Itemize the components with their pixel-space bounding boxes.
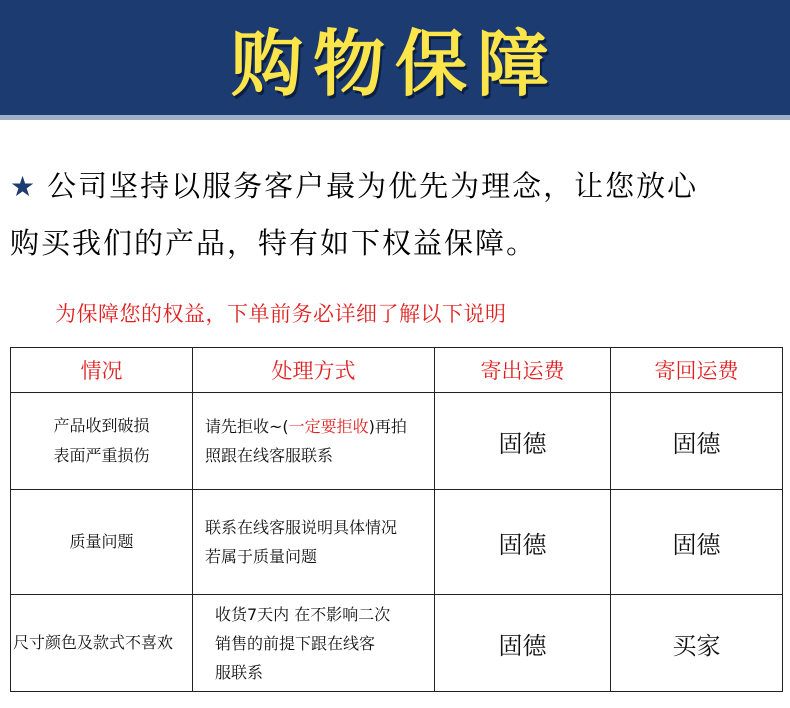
method-highlight: 一定要拒收 bbox=[288, 417, 369, 436]
situation-line: 产品收到破损 bbox=[53, 416, 150, 435]
table-header-row bbox=[11, 348, 783, 393]
method-line: 收货7天内 在不影响二次 bbox=[215, 604, 391, 624]
intro-paragraph bbox=[10, 158, 785, 271]
header-return-fee: 寄回运费 bbox=[611, 348, 783, 393]
method-line: 请先拒收~(一定要拒收)再拍 bbox=[205, 417, 407, 436]
notice-text: 为保障您的权益，下单前务必详细了解以下说明 bbox=[55, 302, 507, 326]
method-line: 若属于质量问题 bbox=[205, 547, 318, 566]
method-line: 服联系 bbox=[215, 662, 264, 682]
intro-line-1 bbox=[10, 158, 785, 215]
table-row bbox=[11, 490, 783, 595]
table-row bbox=[11, 393, 783, 490]
situation-cell bbox=[11, 595, 193, 692]
situation-cell bbox=[11, 393, 193, 490]
send-fee-cell: 固德 bbox=[435, 595, 611, 692]
method-cell bbox=[193, 393, 435, 490]
intro-text-1: 公司坚持以服务客户最为优先为理念，让您放心 bbox=[47, 169, 699, 203]
method-line: 照跟在线客服联系 bbox=[205, 446, 334, 465]
header-banner bbox=[0, 0, 790, 120]
page-title: 购物保障 bbox=[230, 21, 559, 106]
method-line: 联系在线客服说明具体情况 bbox=[205, 518, 398, 537]
method-cell bbox=[193, 595, 435, 692]
star-icon: ★ bbox=[10, 170, 38, 203]
situation-line: 尺寸颜色及款式不喜欢 bbox=[13, 633, 174, 652]
return-fee-cell: 固德 bbox=[611, 490, 783, 595]
situation-line: 质量问题 bbox=[69, 532, 134, 551]
guarantee-table bbox=[10, 347, 783, 692]
method-cell bbox=[193, 490, 435, 595]
header-method: 处理方式 bbox=[193, 348, 435, 393]
intro-text-2: 购买我们的产品，特有如下权益保障。 bbox=[10, 226, 538, 260]
method-line: 销售的前提下跟在线客 bbox=[215, 633, 376, 653]
table-row bbox=[11, 595, 783, 692]
return-fee-cell: 买家 bbox=[611, 595, 783, 692]
situation-cell bbox=[11, 490, 193, 595]
send-fee-cell: 固德 bbox=[435, 393, 611, 490]
return-fee-cell: 固德 bbox=[611, 393, 783, 490]
send-fee-cell: 固德 bbox=[435, 490, 611, 595]
header-send-fee: 寄出运费 bbox=[435, 348, 611, 393]
situation-line: 表面严重损伤 bbox=[53, 446, 150, 465]
header-situation: 情况 bbox=[11, 348, 193, 393]
